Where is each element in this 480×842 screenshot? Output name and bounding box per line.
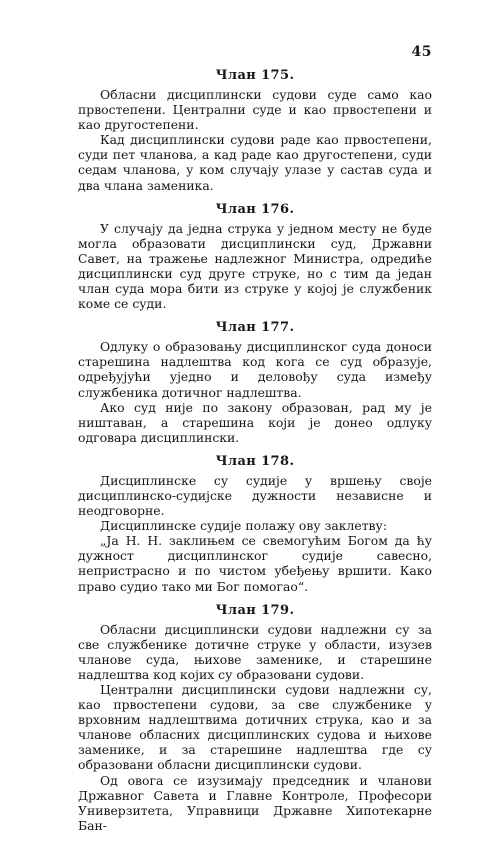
- paragraph: У случају да једна струка у једном месту не буде могла образовати дисциплински суд, Државни Савет, на тражење надлежног Министра, одредиће дисциплински суд друге струке, но с тим да један члан суда мора бити из струке у којој је службеник коме се суди.: [78, 220, 432, 312]
- paragraph: Централни дисциплински судови надлежни су, као првостепени судови, за све службенике у врховним надлештвима дотичних струка, као и за чланове обласних дисциплинских судова и њихове заменике, и за старешине надлештва где су образовани обласни дисциплински судови.: [78, 682, 432, 773]
- paragraph: Кад дисциплински судови раде као првостепени, суди пет чланова, а кад раде као другостепени, суди седам чланова, у ком случају улазе у састав суда и два члана заменика.: [78, 132, 432, 193]
- article-heading: Члан 177.: [215, 320, 295, 336]
- paragraph: Обласни дисциплински судови надлежни су за све службенике дотичне струке у области, изузев чланове суда, њихове заменике, и старешине надлештва код којих су образовани судови.: [78, 621, 432, 682]
- page-content: [78, 68, 432, 842]
- paragraph: Дисциплинске су судије у вршењу своје дисциплинско-судијске дужности независне и неодговорне.: [78, 472, 432, 519]
- paragraph: Обласни дисциплински судови суде само као првостепени. Централни суде и као првостепени и као другостепени.: [78, 87, 432, 133]
- section-article-176: [78, 202, 432, 312]
- oath-paragraph: „Ја Н. Н. заклињем се свемогућим Богом да ћу дужност дисциплинског судије савесно, непристрасно и по чистом убеђењу вршити. Како право судио тако ми Бог помогао“.: [78, 533, 432, 594]
- paragraph: Дисциплинске судије полажу ову заклетву:: [100, 518, 387, 534]
- article-heading: Члан 176.: [215, 201, 295, 217]
- paragraph: Ако суд није по закону образован, рад му је ништаван, а старешина који је донео одлуку одговара дисциплински.: [78, 399, 432, 445]
- section-article-175: [78, 68, 432, 193]
- section-article-177: [78, 320, 432, 445]
- article-heading: Члан 175.: [215, 68, 295, 83]
- section-article-178: [78, 454, 432, 594]
- paragraph: Од овога се изузимају председник и чланови Државног Савета и Главне Контроле, Професори Универзитета, Управници Државне Хипотекарне Бан-: [78, 772, 432, 833]
- section-article-179: [78, 603, 432, 833]
- paragraph: Одлуку о образовању дисциплинског суда доноси старешина надлештва код кога се суд образује, одређујући уједно и деловођу суда између службеника дотичног надлештва.: [78, 339, 432, 400]
- page-number: 45: [411, 44, 432, 60]
- article-heading: Члан 178.: [215, 453, 295, 469]
- article-heading: Члан 179.: [215, 602, 295, 618]
